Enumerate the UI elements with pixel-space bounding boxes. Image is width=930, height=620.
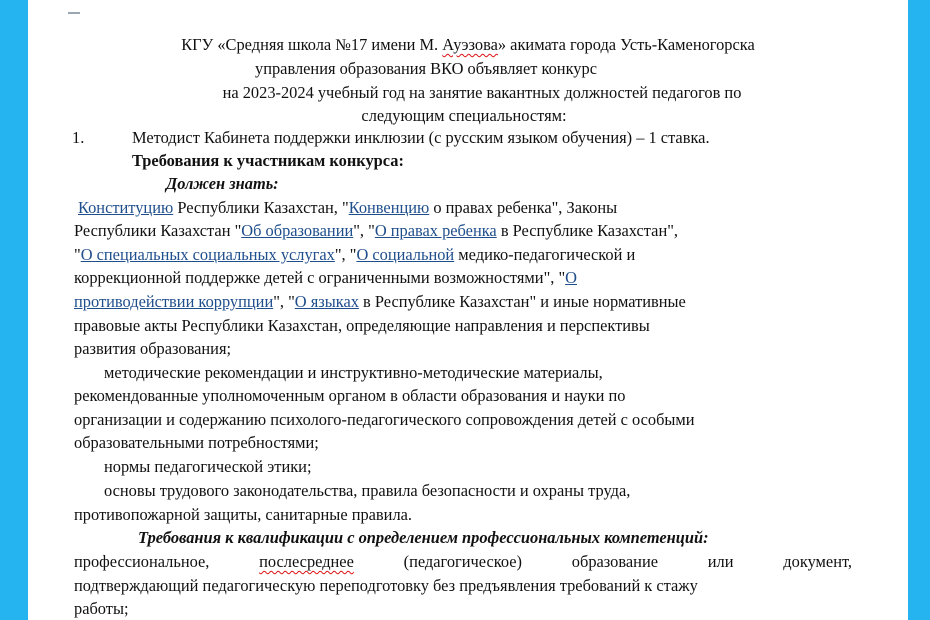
laws-line-1 [78,197,617,219]
methodical-line-1: методические рекомендации и инструктивно-методические материалы, [104,363,603,382]
header-line-4: следующим специальностям: [361,106,567,125]
labor-line-2: противопожарной защиты, санитарные правила. [74,505,412,524]
text: профессиональное, [74,552,260,571]
document-page [28,0,908,620]
text: медико-педагогической и [454,245,636,264]
link-special-social-services[interactable]: О специальных социальных услугах [80,245,335,264]
qualification-heading: Требования к квалификации с определением профессиональных компетенций: [138,528,709,547]
link-constitution[interactable]: Конституцию [78,198,174,217]
link-convention[interactable]: Конвенцию [348,198,430,217]
education-line-2: подтверждающий педагогическую переподготовку без предъявления требований к стажу [74,576,698,595]
text: ", " [334,245,357,264]
methodical-line-2: рекомендованные уполномоченным органом в области образования и науки по [74,386,626,405]
labor-line-1: основы трудового законодательства, правила безопасности и охраны труда, [104,481,631,500]
methodical-line-3: организации и содержанию психолого-педагогического сопровождения детей с особыми [74,410,695,429]
paragraph-marker [68,12,80,14]
text: ", " [353,221,375,240]
header-line-1 [28,34,908,56]
text: о правах ребенка", Законы [429,198,618,217]
link-child-rights[interactable]: О правах ребенка [374,221,497,240]
school-name-misspelled: Ауэзова [442,35,498,54]
must-know-heading: Должен знать: [166,174,279,193]
vacancy-item: Методист Кабинета поддержки инклюзии (с русским языком обучения) – 1 ставка. [132,128,710,147]
text: коррекционной поддержке детей с ограниченными возможностями", " [74,268,566,287]
link-social-support[interactable]: О социальной [356,245,455,264]
methodical-line-4: образовательными потребностями; [74,433,319,452]
requirements-heading: Требования к участникам конкурса: [132,151,404,170]
link-about-education[interactable]: Об образовании [241,221,354,240]
header-text: КГУ «Средняя школа №17 имени М. [181,35,443,54]
ethics-line: нормы педагогической этики; [104,457,312,476]
text: (педагогическое) образование или документ, [353,552,852,571]
text: в Республике Казахстан" и иные нормативные [358,292,686,311]
header-text: » акимата города Усть-Каменогорска [497,35,755,54]
header-line-2: управления образования ВКО объявляет конкурс [255,59,597,78]
link-anti-corruption[interactable]: противодействии коррупции [74,292,274,311]
laws-line-2 [74,220,678,242]
laws-line-5 [74,291,686,313]
text: Республики Казахстан, " [173,198,349,217]
list-number: 1. [72,128,85,147]
text: " [74,245,81,264]
link-languages[interactable]: О языках [294,292,359,311]
text: Республики Казахстан " [74,221,242,240]
laws-line-7: развития образования; [74,339,232,358]
link-anti-corruption-start[interactable]: О [565,268,577,287]
laws-line-6: правовые акты Республики Казахстан, определяющие направления и перспективы [74,316,650,335]
text: ", " [273,292,295,311]
education-line-3: работы; [74,599,129,618]
laws-line-3 [74,244,635,266]
laws-line-4 [74,267,577,289]
text: в Республике Казахстан", [496,221,679,240]
header-line-3: на 2023-2024 учебный год на занятие вакантных должностей педагогов по [222,83,742,102]
education-line-1 [74,551,852,573]
misspelled-word: послесреднее [259,552,354,571]
